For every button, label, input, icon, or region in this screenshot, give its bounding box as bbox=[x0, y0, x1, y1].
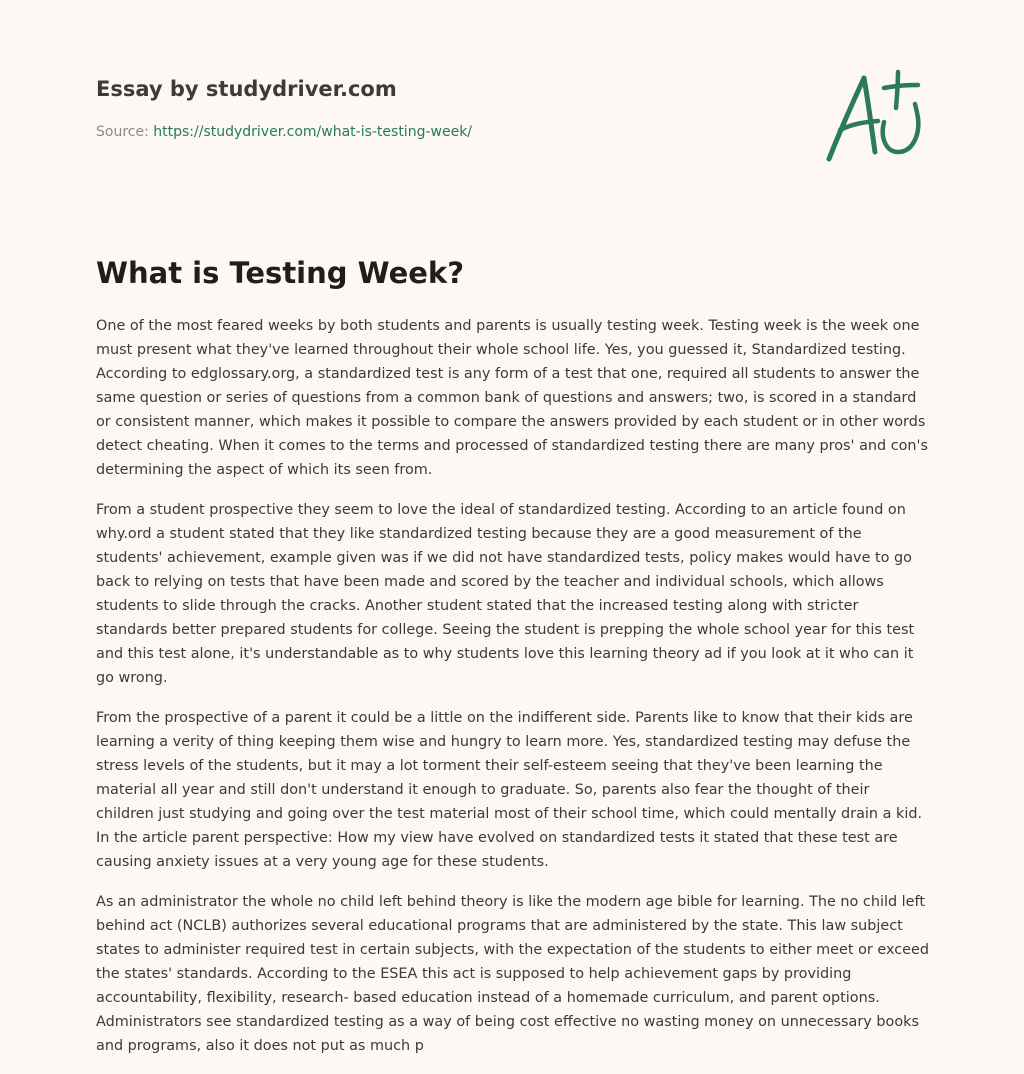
source-line bbox=[96, 122, 696, 142]
a-plus-icon bbox=[818, 66, 930, 166]
paragraph-2: From a student prospective they seem to love the ideal of standardized testing. According to an article found on why.ord a student stated that they like standardized testing because they are a good measurement of the students' achievement, example given was if we did not have standardized tests, policy makes would have to go back to relying on tests that have been made and scored by the teacher and individual schools, which allows students to slide through the cracks. Another student stated that the increased testing along with stricter standards better prepared students for college. Seeing the student is prepping the whole school year for this test and this test alone, it's understandable as to why students love this learning theory ad if you look at it who can it go wrong. bbox=[96, 502, 915, 686]
article-body bbox=[96, 314, 930, 1074]
paragraph-1: One of the most feared weeks by both students and parents is usually testing week. Testing week is the week one must present what they've learned throughout their whole school life. Yes, you guessed it, Standardized testing. According to edglossary.org, a standardized test is any form of a test that one, required all students to answer the same question or series of questions from a common bank of questions and answers; two, is scored in a standard or consistent manner, which makes it possible to compare the answers provided by each student or in other words detect cheating. When it comes to the terms and processed of standardized testing there are many pros' and con's determining the aspect of which its seen from. bbox=[96, 318, 929, 478]
paragraph-3: From the prospective of a parent it could be a little on the indifferent side. Parents like to know that their kids are learning a verity of thing keeping them wise and hungry to learn more. Yes, standardized testing may defuse the stress levels of the students, but it may a lot torment their self-esteem seeing that they've been learning the material all year and still don't understand it enough to graduate. So, parents also fear the thought of their children just studying and going over the test material most of their school time, which could mentally drain a kid. In the article parent perspective: How my view have evolved on standardized tests it stated that these test are causing anxiety issues at a very young age for these students. bbox=[96, 710, 923, 870]
site-title: Essay by studydriver.com bbox=[96, 77, 397, 101]
paragraph-4: As an administrator the whole no child left behind theory is like the modern age bible for learning. The no child left behind act (NCLB) authorizes several educational programs that are administered by the state. This law subject states to administer required test in certain subjects, with the expectation of the students to either meet or exceed the states' standards. According to the ESEA this act is supposed to help achievement gaps by providing accountability, flexibility, research- based education instead of a homemade curriculum, and parent options. Administrators see standardized testing as a way of being cost effective no wasting money on unnecessary books and programs, also it does not put as much p bbox=[96, 894, 930, 1054]
article-title: What is Testing Week? bbox=[96, 256, 465, 290]
source-label: Source: bbox=[96, 124, 154, 140]
source-link[interactable]: https://studydriver.com/what-is-testing-week/ bbox=[153, 124, 473, 140]
essay-header bbox=[96, 74, 696, 142]
